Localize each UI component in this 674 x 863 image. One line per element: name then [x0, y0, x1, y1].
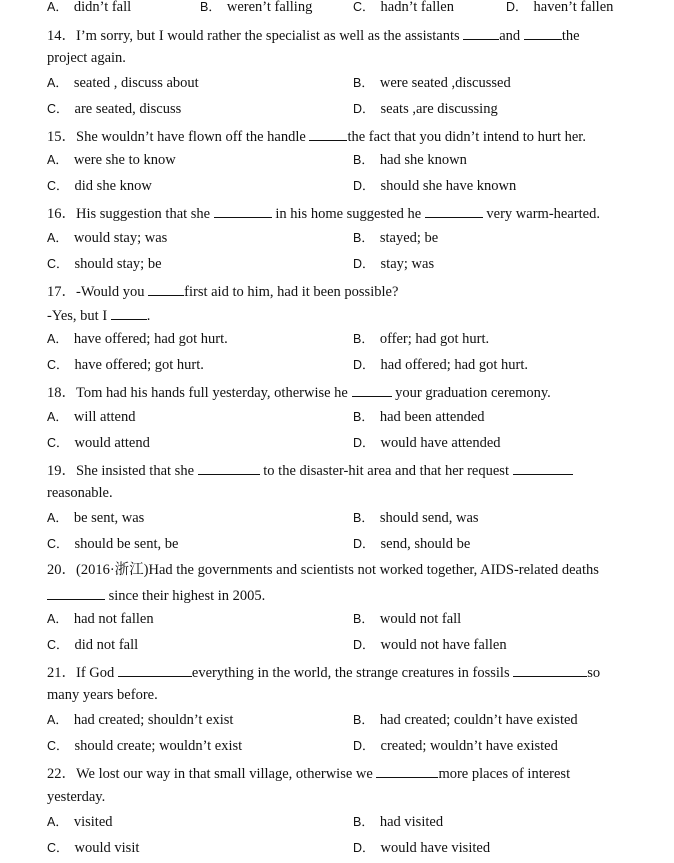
q16-option-b[interactable]: B． stayed; be [353, 230, 439, 246]
q14-option-b[interactable]: B． were seated ,discussed [353, 75, 511, 91]
answer-blank[interactable] [118, 662, 192, 677]
q21-option-d[interactable]: D． created; wouldn’t have existed [353, 738, 558, 754]
q18-option-c[interactable]: C． would attend [47, 435, 150, 451]
question-19-stem: 19．She insisted that she to the disaster-hit area and that her request [47, 460, 573, 480]
q15-option-c[interactable]: C． did she know [47, 178, 152, 194]
answer-blank[interactable] [214, 203, 272, 218]
q20-option-c[interactable]: C． did not fall [47, 637, 139, 653]
q22-option-d[interactable]: D． would have visited [353, 840, 491, 856]
answer-blank[interactable] [111, 305, 147, 320]
question-22-stem: 22．We lost our way in that small village, otherwise we more places of interest [47, 763, 570, 783]
question-22-stem-cont: yesterday. [47, 789, 106, 805]
question-16-stem: 16．His suggestion that she in his home suggested he very warm-hearted. [47, 203, 600, 223]
q22-option-a[interactable]: A． visited [47, 814, 113, 830]
question-17-stem-cont: -Yes, but I . [47, 305, 150, 325]
question-14-stem-cont: project again. [47, 50, 126, 66]
question-20-stem: 20．(2016·浙江)Had the governments and scientists not worked together, AIDS-related deaths [47, 562, 599, 578]
question-number: 22． [47, 766, 76, 782]
question-19-stem-cont: reasonable. [47, 485, 113, 501]
answer-blank[interactable] [352, 382, 392, 397]
q19-option-b[interactable]: B． should send, was [353, 510, 479, 526]
question-14-stem: 14．I’m sorry, but I would rather the specialist as well as the assistants and the [47, 25, 580, 45]
question-number: 19． [47, 463, 76, 479]
answer-blank[interactable] [513, 662, 587, 677]
q17-option-c[interactable]: C． have offered; got hurt. [47, 357, 204, 373]
q14-option-d[interactable]: D． seats ,are discussing [353, 101, 498, 117]
question-number: 20． [47, 562, 76, 578]
q18-option-b[interactable]: B． had been attended [353, 409, 485, 425]
question-number: 17． [47, 284, 76, 300]
q17-option-d[interactable]: D． had offered; had got hurt. [353, 357, 529, 373]
q13-option-b[interactable]: B． weren’t falling [200, 0, 313, 15]
q14-option-a[interactable]: A． seated , discuss about [47, 75, 199, 91]
q19-option-a[interactable]: A． be sent, was [47, 510, 145, 526]
question-17-stem: 17．-Would you first aid to him, had it been possible? [47, 281, 398, 301]
question-21-stem: 21．If God everything in the world, the strange creatures in fossils so [47, 662, 600, 682]
q16-option-d[interactable]: D． stay; was [353, 256, 435, 272]
q21-option-a[interactable]: A． had created; shouldn’t exist [47, 712, 234, 728]
answer-blank[interactable] [376, 763, 438, 778]
q17-option-b[interactable]: B． offer; had got hurt. [353, 331, 490, 347]
q14-option-c[interactable]: C． are seated, discuss [47, 101, 182, 117]
answer-blank[interactable] [425, 203, 483, 218]
question-15-stem: 15．She wouldn’t have flown off the handle the fact that you didn’t intend to hurt her. [47, 126, 586, 146]
answer-blank[interactable] [309, 126, 347, 141]
question-number: 14． [47, 28, 76, 44]
q19-option-c[interactable]: C． should be sent, be [47, 536, 179, 552]
q16-option-a[interactable]: A． would stay; was [47, 230, 168, 246]
q18-option-d[interactable]: D． would have attended [353, 435, 501, 451]
q15-option-a[interactable]: A． were she to know [47, 152, 176, 168]
q20-option-b[interactable]: B． would not fall [353, 611, 462, 627]
q13-option-c[interactable]: C． hadn’t fallen [353, 0, 454, 15]
q16-option-c[interactable]: C． should stay; be [47, 256, 162, 272]
q13-option-a[interactable]: A． didn’t fall [47, 0, 132, 15]
question-number: 18． [47, 385, 76, 401]
answer-blank[interactable] [47, 585, 105, 600]
question-21-stem-cont: many years before. [47, 687, 158, 703]
question-18-stem: 18．Tom had his hands full yesterday, otherwise he your graduation ceremony. [47, 382, 551, 402]
question-number: 21． [47, 665, 76, 681]
question-20-stem-cont: since their highest in 2005. [47, 585, 265, 605]
answer-blank[interactable] [148, 281, 184, 296]
answer-blank[interactable] [198, 460, 260, 475]
q21-option-b[interactable]: B． had created; couldn’t have existed [353, 712, 578, 728]
q15-option-b[interactable]: B． had she known [353, 152, 467, 168]
q17-option-a[interactable]: A． have offered; had got hurt. [47, 331, 228, 347]
q20-option-d[interactable]: D． would not have fallen [353, 637, 507, 653]
q21-option-c[interactable]: C． should create; wouldn’t exist [47, 738, 243, 754]
q13-option-d[interactable]: D． haven’t fallen [506, 0, 614, 15]
q15-option-d[interactable]: D． should she have known [353, 178, 517, 194]
q22-option-b[interactable]: B． had visited [353, 814, 444, 830]
question-number: 15． [47, 129, 76, 145]
answer-blank[interactable] [463, 25, 499, 40]
answer-blank[interactable] [524, 25, 562, 40]
answer-blank[interactable] [513, 460, 573, 475]
question-number: 16． [47, 206, 76, 222]
q18-option-a[interactable]: A． will attend [47, 409, 136, 425]
q20-option-a[interactable]: A． had not fallen [47, 611, 154, 627]
q19-option-d[interactable]: D． send, should be [353, 536, 471, 552]
q22-option-c[interactable]: C． would visit [47, 840, 140, 856]
